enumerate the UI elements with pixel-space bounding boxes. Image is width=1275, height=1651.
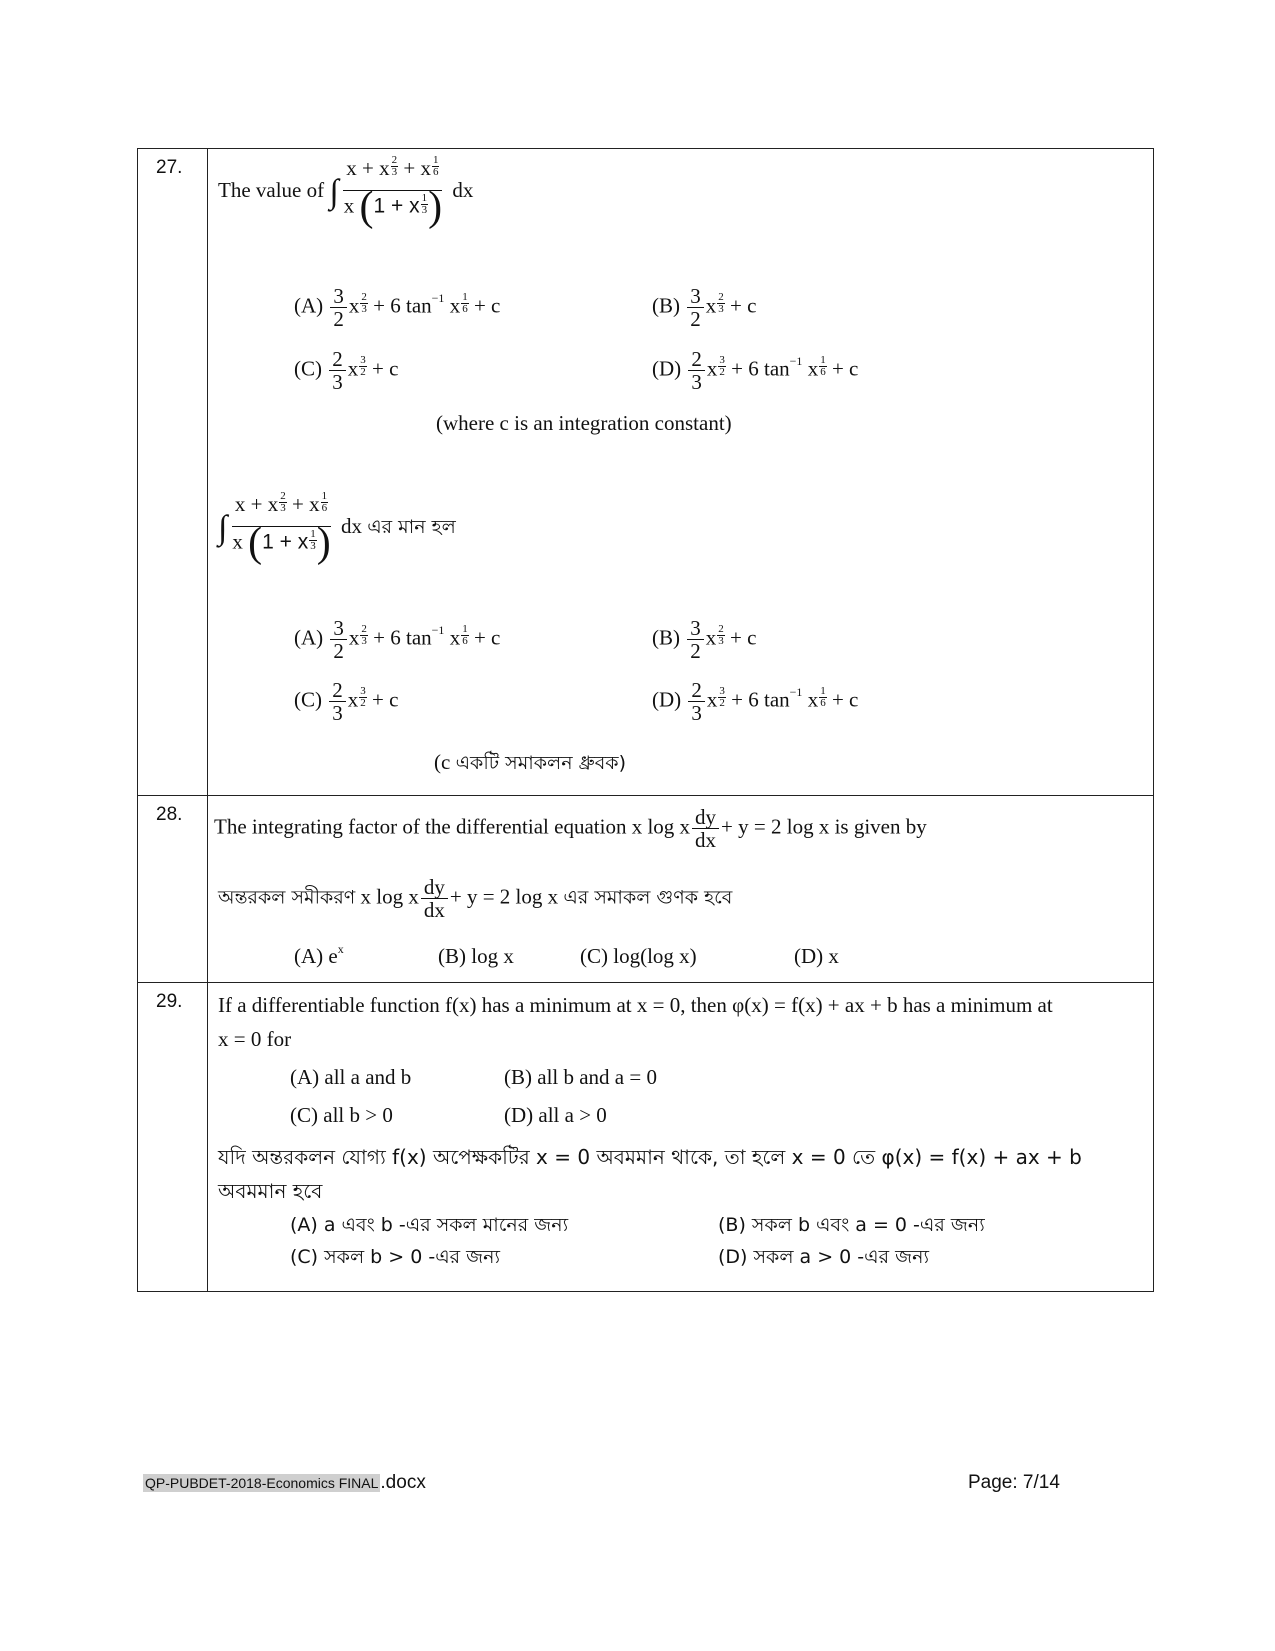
q29-en-line2: x = 0 for (218, 1027, 292, 1051)
integrand-den-x: x (232, 529, 243, 554)
q29-bn-option-d: (D) সকল a > 0 -এর জন্য (718, 1246, 929, 1268)
option-label: (B) (652, 625, 680, 650)
dx-label: dx (340, 514, 362, 539)
var-x: x (706, 356, 718, 381)
question-table (137, 148, 1154, 1292)
coef-den: 3 (332, 701, 343, 726)
exponent-den: 2 (360, 697, 366, 710)
coef-num: 2 (329, 679, 346, 702)
footer-filename (143, 1472, 426, 1494)
integrand-term: + x (403, 156, 431, 180)
plus-c: + c (831, 687, 859, 712)
option-label: (A) (294, 293, 324, 318)
q28-bn-line (218, 876, 732, 921)
q27-bn-integral (218, 490, 456, 566)
integral-sign: ∫ (329, 173, 339, 211)
q27-bn-option-a (294, 617, 500, 662)
q28-option-d: (D) x (794, 944, 839, 968)
plus-c: + c (372, 356, 399, 381)
page-number: Page: 7/14 (968, 1472, 1060, 1493)
exponent-num: 2 (718, 623, 724, 636)
var-x: x (807, 687, 819, 712)
exponent-num: 1 (432, 154, 439, 166)
option-label: (B) (652, 293, 680, 318)
var-x: x (449, 293, 461, 318)
exponent-den: 3 (391, 166, 398, 178)
var-x: x (347, 356, 359, 381)
integrand-den-inner: 1 + x (373, 194, 420, 218)
exponent-num: 1 (310, 527, 316, 540)
option-label: (C) (294, 356, 322, 381)
coef-num: 3 (330, 285, 347, 308)
q27-bn-note (434, 749, 626, 781)
coef-num: 3 (330, 617, 347, 640)
q28-option-c: (C) log(log x) (580, 944, 697, 968)
exponent-num: 1 (462, 623, 468, 636)
exponent-den: 6 (462, 635, 468, 648)
q28-eq-right: + y = 2 log x (449, 884, 559, 909)
q27-bn-suffix: এর মান হল (367, 516, 456, 539)
option-label: (D) (652, 356, 682, 381)
plus-c: + c (730, 293, 757, 318)
var-x: x (705, 293, 717, 318)
tan-term: + 6 tan (731, 687, 790, 712)
exponent-den: 3 (361, 303, 367, 316)
filename-ext: .docx (380, 1472, 426, 1493)
q27-en-prompt: The value of (218, 178, 325, 203)
tan-term: + 6 tan (373, 293, 432, 318)
q29-option-b: (B) all b and a = 0 (504, 1065, 657, 1089)
option-label: (A) (294, 944, 324, 968)
integrand-den-x: x (343, 193, 355, 218)
coef-num: 2 (688, 679, 705, 702)
tan-term: + 6 tan (373, 625, 432, 650)
dx-den: dx (695, 828, 717, 853)
exponent-num: 2 (391, 154, 398, 166)
coef-num: 2 (329, 348, 346, 371)
q28-en-before: The integrating factor of the differential equation (214, 814, 627, 839)
exponent-den: 6 (432, 166, 439, 178)
q27-en-option-c (294, 348, 398, 393)
q28-option-b: (B) log x (438, 944, 514, 968)
var-x: x (706, 687, 718, 712)
var-x: x (705, 625, 717, 650)
coef-num: 3 (687, 285, 704, 308)
q27-en-integral (218, 154, 474, 230)
var-x: x (449, 625, 461, 650)
integrand-fraction: x + x $\frac{2}{3}$ + x $\frac{1}{6}$ x (1 + x $\frac{1}{3}$ ) (343, 154, 443, 230)
exponent-num: 2 (718, 291, 724, 304)
q29-bn-option-c: (C) সকল b > 0 -এর জন্য (290, 1246, 501, 1268)
option-label: (C) (294, 687, 322, 712)
exponent-den: 6 (462, 303, 468, 316)
inverse-sup: −1 (789, 354, 803, 369)
q28-en-line (214, 806, 927, 851)
q28-eq-left: x log x (360, 884, 419, 909)
question-body-28 (208, 796, 1154, 983)
exponent-num: 3 (719, 685, 725, 698)
exponent-num: 3 (719, 354, 725, 367)
exponent-den: 3 (718, 635, 724, 648)
integral-sign: ∫ (218, 509, 228, 547)
question-number: 29. (138, 983, 208, 1292)
integrand-term: x + x (234, 492, 279, 516)
exponent-num: 2 (280, 490, 286, 502)
inverse-sup: −1 (431, 291, 445, 306)
exponent-num: 3 (360, 354, 366, 367)
q27-bn-option-c (294, 679, 398, 724)
integrand-term: + x (292, 492, 320, 516)
dx-label: dx (452, 178, 474, 203)
coef-num: 2 (688, 348, 705, 371)
q27-en-option-a (294, 285, 500, 330)
exponent-den: 2 (719, 366, 725, 379)
var-x: x (807, 356, 819, 381)
q29-option-d: (D) all a > 0 (504, 1103, 607, 1127)
dy-num: dy (421, 876, 448, 899)
question-row-28 (138, 796, 1154, 983)
q28-option-a (294, 944, 344, 969)
q29-bn-line1: যদি অন্তরকলন যোগ্য f(x) অপেক্ষকটির x = 0 অবমমান থাকে, তা হলে x = 0 তে φ(x) = f(x) + ax + b (218, 1145, 1082, 1169)
tan-term: + 6 tan (731, 356, 790, 381)
q29-option-a: (A) all a and b (290, 1065, 412, 1089)
option-label: (D) (652, 687, 682, 712)
question-number: 27. (138, 149, 208, 796)
question-number: 28. (138, 796, 208, 983)
inverse-sup: −1 (431, 623, 445, 638)
coef-den: 2 (690, 307, 701, 332)
coef-den: 2 (333, 307, 344, 332)
q28-eq-right: + y = 2 log x (721, 814, 830, 839)
exponent-num: 1 (321, 490, 328, 502)
exponent-num: 1 (421, 191, 428, 204)
q29-option-c: (C) all b > 0 (290, 1103, 393, 1127)
exponent-den: 3 (310, 539, 316, 552)
integrand-term: x + x (346, 156, 390, 180)
exponent-den: 6 (820, 366, 826, 379)
dx-den: dx (423, 898, 445, 923)
plus-c: + c (473, 293, 501, 318)
var-x: x (347, 687, 359, 712)
question-body-27 (208, 149, 1154, 796)
q28-bn-after: এর সমাকল গুণক হবে (563, 886, 733, 909)
exponent-num: 1 (462, 291, 468, 304)
exponent-num: 1 (820, 685, 826, 698)
plus-c: + c (473, 625, 501, 650)
coef-den: 3 (691, 370, 702, 395)
coef-den: 2 (690, 639, 701, 664)
option-label: (A) (294, 625, 324, 650)
exponent-num: 3 (360, 685, 366, 698)
coef-den: 3 (332, 370, 343, 395)
q28-en-after: is given by (834, 814, 927, 839)
coef-den: 2 (333, 639, 344, 664)
plus-c: + c (831, 356, 859, 381)
q27-bn-note-text: একটি সমাকলন ধ্রুবক) (455, 752, 627, 774)
q27-en-option-d (652, 348, 858, 393)
exponent-den: 3 (421, 203, 428, 216)
var-x: x (348, 625, 360, 650)
q27-bn-option-d (652, 679, 858, 724)
q27-bn-note-c: (c (434, 750, 451, 774)
q28-eq-left: x log x (631, 814, 691, 839)
question-row-29 (138, 983, 1154, 1292)
exponent-den: 3 (361, 635, 367, 648)
option-base: e (328, 944, 338, 968)
plus-c: + c (372, 687, 399, 712)
exponent-den: 6 (321, 502, 328, 514)
q29-bn-line2: অবমমান হবে (218, 1179, 323, 1203)
exponent-num: 2 (361, 623, 367, 636)
q27-en-option-b (652, 285, 756, 330)
var-x: x (348, 293, 360, 318)
q28-bn-before: অন্তরকল সমীকরণ (218, 886, 356, 909)
integrand-den-inner: 1 + x (262, 530, 309, 554)
option-sup: x (337, 942, 344, 956)
q29-bn-option-a: (A) a এবং b -এর সকল মানের জন্য (290, 1214, 569, 1236)
q27-en-note: (where c is an integration constant) (436, 411, 732, 435)
exponent-den: 2 (719, 697, 725, 710)
filename-highlight: QP-PUBDET-2018-Economics FINAL (145, 1475, 379, 1491)
exponent-den: 3 (718, 303, 724, 316)
q29-en-line1: If a differentiable function f(x) has a minimum at x = 0, then φ(x) = f(x) + ax + b has a minimum at (218, 993, 1053, 1017)
integrand-fraction: x + x $\frac{2}{3}$ + x $\frac{1}{6}$ x (1 + x $\frac{1}{3}$ ) (232, 490, 331, 566)
dy-num: dy (692, 806, 719, 829)
question-body-29 (208, 983, 1154, 1292)
exponent-den: 6 (820, 697, 826, 710)
q29-bn-option-b: (B) সকল b এবং a = 0 -এর জন্য (718, 1214, 985, 1236)
exponent-den: 3 (280, 502, 286, 514)
coef-num: 3 (687, 617, 704, 640)
coef-den: 3 (691, 701, 702, 726)
exponent-den: 2 (360, 366, 366, 379)
question-row-27 (138, 149, 1154, 796)
plus-c: + c (730, 625, 757, 650)
q27-bn-option-b (652, 617, 756, 662)
exponent-num: 1 (820, 354, 826, 367)
inverse-sup: −1 (789, 685, 803, 700)
exponent-num: 2 (361, 291, 367, 304)
